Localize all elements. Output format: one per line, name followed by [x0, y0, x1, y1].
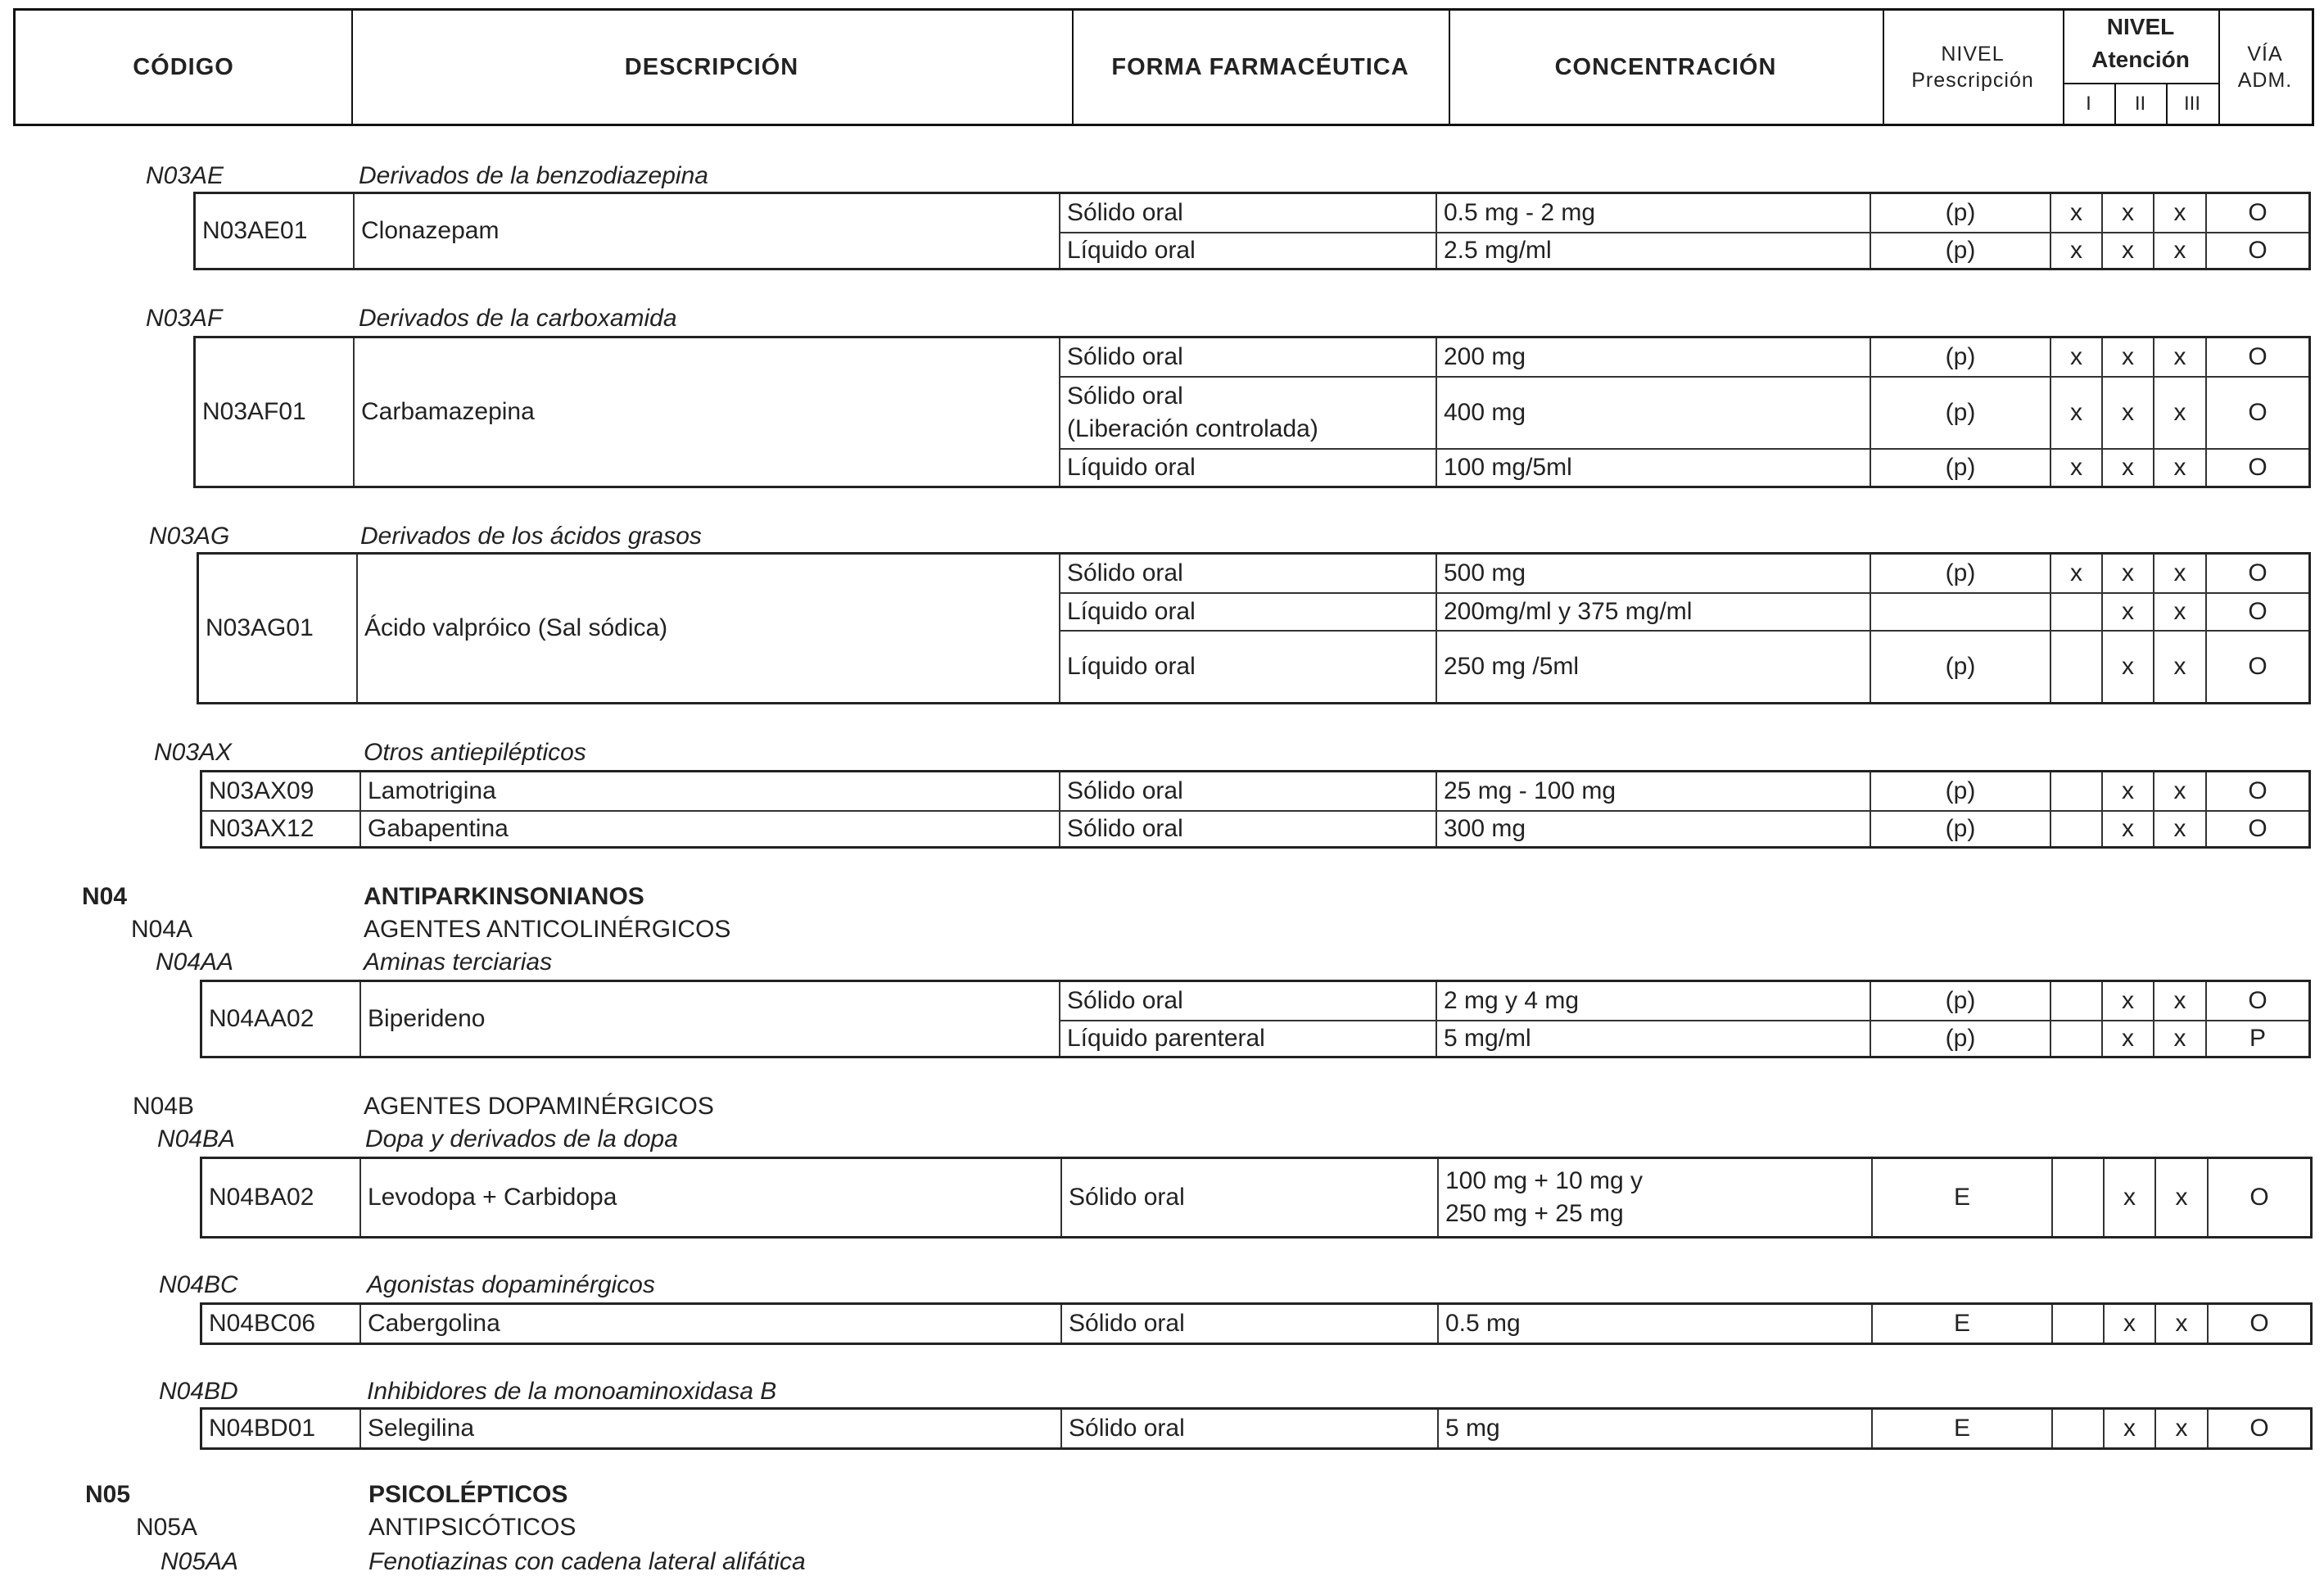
group-name: PSICOLÉPTICOS: [368, 1481, 568, 1508]
table-cell: [2051, 1410, 2103, 1447]
table-cell: x: [2103, 1305, 2154, 1343]
table-n03ag: [197, 552, 2311, 704]
table-cell: N04BA02: [209, 1184, 314, 1211]
table-n04ba: [200, 1157, 2313, 1239]
table-cell: x: [2050, 555, 2101, 592]
table-cell: P: [2205, 1020, 2308, 1056]
group-code: N04BA: [157, 1125, 236, 1152]
table-n04bc: [200, 1302, 2313, 1345]
table-cell: [2050, 810, 2101, 846]
table-cell: x: [2101, 592, 2153, 630]
table-cell: x: [2101, 810, 2153, 846]
table-cell: 400 mg: [1436, 376, 1870, 448]
table-cell: Selegilina: [359, 1410, 1060, 1447]
table-cell: Sólido oral: [1059, 772, 1436, 810]
table-cell: (p): [1870, 376, 2050, 448]
table-cell: O: [2205, 630, 2308, 702]
group-name: Aminas terciarias: [364, 949, 553, 976]
table-cell: O: [2205, 338, 2308, 376]
table-cell: x: [2101, 338, 2153, 376]
table-cell: Sólido oral: [1059, 982, 1436, 1020]
table-cell: x: [2153, 376, 2205, 448]
group-code: N05: [85, 1481, 131, 1508]
table-cell: Líquido parenteral: [1059, 1020, 1436, 1056]
group-code: N04BD: [159, 1378, 238, 1405]
table-cell: x: [2153, 232, 2205, 268]
table-cell: x: [2154, 1305, 2207, 1343]
table-cell: x: [2050, 376, 2101, 448]
table-cell: O: [2205, 194, 2308, 232]
table-cell: x: [2101, 630, 2153, 702]
table-cell: E: [1871, 1410, 2051, 1447]
group-code: N04: [82, 883, 128, 910]
table-cell: [1870, 592, 2050, 630]
header-descripcion: DESCRIPCIÓN: [624, 53, 799, 80]
group-name: Fenotiazinas con cadena lateral alifática: [368, 1548, 806, 1575]
table-cell: x: [2103, 1159, 2154, 1236]
table-cell: Lamotrigina: [359, 772, 1059, 810]
group-code: N04B: [133, 1093, 195, 1120]
table-cell: x: [2101, 1020, 2153, 1056]
group-name: AGENTES DOPAMINÉRGICOS: [364, 1093, 714, 1120]
table-cell: 300 mg: [1436, 810, 1870, 846]
group-code: N03AG: [149, 523, 230, 550]
header-concentracion: CONCENTRACIÓN: [1554, 53, 1777, 80]
table-cell: (p): [1870, 982, 2050, 1020]
table-cell: O: [2205, 376, 2308, 448]
table-cell: 25 mg - 100 mg: [1436, 772, 1870, 810]
table-cell: (p): [1870, 555, 2050, 592]
table-cell: [2050, 1020, 2101, 1056]
group-code: N04BC: [159, 1271, 238, 1298]
table-cell: x: [2101, 376, 2153, 448]
table-cell: Sólido oral: [1059, 194, 1436, 232]
table-cell: 2.5 mg/ml: [1436, 232, 1870, 268]
table-cell: Sólido oral: [1060, 1159, 1437, 1236]
group-name: AGENTES ANTICOLINÉRGICOS: [364, 916, 731, 943]
table-cell: (p): [1870, 448, 2050, 486]
table-cell: N03AX09: [209, 777, 314, 804]
table-cell: 5 mg/ml: [1436, 1020, 1870, 1056]
item-desc: Carbamazepina: [353, 338, 1059, 486]
table-cell: x: [2153, 630, 2205, 702]
header-label: III: [2183, 93, 2200, 115]
table-cell: (p): [1870, 810, 2050, 846]
table-cell: x: [2153, 592, 2205, 630]
table-cell: x: [2101, 448, 2153, 486]
table-cell: Sólido oral: [1059, 555, 1436, 592]
table-cell: [2050, 592, 2101, 630]
item-code: N03AG01: [206, 614, 314, 641]
table-cell: x: [2153, 982, 2205, 1020]
table-cell: 0.5 mg: [1437, 1305, 1871, 1343]
group-name: Derivados de los ácidos grasos: [360, 523, 702, 550]
table-cell: x: [2050, 232, 2101, 268]
table-cell: [2050, 982, 2101, 1020]
table-cell: O: [2207, 1159, 2310, 1236]
table-cell: [2051, 1305, 2103, 1343]
table-cell: (p): [1870, 630, 2050, 702]
header-via: [2218, 11, 2312, 124]
table-cell: x: [2103, 1410, 2154, 1447]
table-n04aa: [200, 980, 2311, 1058]
header-nivel-atencion: [2063, 11, 2218, 124]
table-cell: x: [2050, 338, 2101, 376]
header-codigo: CÓDIGO: [133, 53, 234, 80]
table-cell: x: [2101, 194, 2153, 232]
header-label: Atención: [2091, 47, 2190, 72]
table-cell: [2051, 1159, 2103, 1236]
group-name: Otros antiepilépticos: [364, 739, 586, 766]
table-cell: 2 mg y 4 mg: [1436, 982, 1870, 1020]
table-cell: [2050, 630, 2101, 702]
group-name: Agonistas dopaminérgicos: [367, 1271, 655, 1298]
table-cell: (p): [1870, 338, 2050, 376]
table-cell: x: [2153, 194, 2205, 232]
item-desc: Clonazepam: [353, 194, 1059, 268]
table-cell: O: [2207, 1410, 2310, 1447]
header-label: II: [2134, 93, 2146, 115]
group-name: Derivados de la benzodiazepina: [359, 162, 708, 189]
table-cell: Sólido oral (Liberación controlada): [1059, 376, 1436, 448]
table-cell: Líquido oral: [1059, 448, 1436, 486]
table-cell: (p): [1870, 232, 2050, 268]
group-code: N03AX: [154, 739, 233, 766]
table-cell: Sólido oral: [1059, 338, 1436, 376]
item-desc: Ácido valpróico (Sal sódica): [356, 555, 1059, 702]
group-name: ANTIPARKINSONIANOS: [364, 883, 644, 910]
group-code: N04A: [131, 916, 193, 943]
table-cell: x: [2101, 772, 2153, 810]
table-cell: Cabergolina: [359, 1305, 1060, 1343]
table-cell: x: [2101, 555, 2153, 592]
table-cell: O: [2205, 772, 2308, 810]
group-code: N05A: [136, 1514, 198, 1541]
table-cell: 200 mg: [1436, 338, 1870, 376]
group-code: N03AE: [146, 162, 224, 189]
table-cell: Sólido oral: [1060, 1410, 1437, 1447]
table-header: [13, 8, 2314, 126]
table-cell: 250 mg /5ml: [1436, 630, 1870, 702]
table-cell: x: [2153, 772, 2205, 810]
table-cell: E: [1871, 1159, 2051, 1236]
table-cell: Sólido oral: [1060, 1305, 1437, 1343]
table-cell: Líquido oral: [1059, 232, 1436, 268]
item-code: N03AF01: [202, 398, 306, 425]
table-cell: x: [2153, 555, 2205, 592]
table-cell: 100 mg + 10 mg y 250 mg + 25 mg: [1437, 1159, 1871, 1236]
group-name: Derivados de la carboxamida: [359, 305, 677, 332]
table-cell: N03AX12: [202, 810, 359, 846]
table-cell: x: [2153, 448, 2205, 486]
table-cell: x: [2050, 448, 2101, 486]
table-n04bd: [200, 1407, 2313, 1450]
table-cell: N04BC06: [209, 1310, 316, 1337]
table-n03ax: [200, 770, 2311, 849]
header-label: Prescripción: [1911, 69, 2034, 92]
group-code: N03AF: [146, 305, 223, 332]
table-cell: x: [2154, 1410, 2207, 1447]
table-cell: (p): [1870, 1020, 2050, 1056]
table-cell: 500 mg: [1436, 555, 1870, 592]
header-label: NIVEL: [1941, 42, 2005, 66]
table-cell: O: [2205, 592, 2308, 630]
table-cell: O: [2205, 982, 2308, 1020]
group-code: N05AA: [161, 1548, 239, 1575]
group-name: Dopa y derivados de la dopa: [365, 1125, 678, 1152]
table-cell: Biperideno: [359, 982, 1059, 1056]
group-name: ANTIPSICÓTICOS: [368, 1514, 576, 1541]
table-cell: x: [2153, 1020, 2205, 1056]
item-code: N03AE01: [202, 217, 308, 244]
group-code: N04AA: [156, 949, 234, 976]
table-cell: E: [1871, 1305, 2051, 1343]
header-label: NIVEL: [2106, 14, 2175, 39]
table-cell: [2050, 772, 2101, 810]
header-nivel-prescripcion: [1883, 11, 2063, 124]
table-cell: O: [2205, 555, 2308, 592]
table-cell: Sólido oral: [1059, 810, 1436, 846]
table-cell: 100 mg/5ml: [1436, 448, 1870, 486]
table-cell: Líquido oral: [1059, 630, 1436, 702]
table-cell: x: [2153, 810, 2205, 846]
table-cell: x: [2050, 194, 2101, 232]
table-cell: O: [2205, 448, 2308, 486]
table-cell: N04AA02: [209, 1005, 314, 1032]
table-cell: x: [2154, 1159, 2207, 1236]
header-label: I: [2086, 93, 2091, 115]
table-cell: x: [2101, 982, 2153, 1020]
table-cell: Levodopa + Carbidopa: [359, 1159, 1060, 1236]
table-cell: x: [2101, 232, 2153, 268]
table-cell: 0.5 mg - 2 mg: [1436, 194, 1870, 232]
header-forma: FORMA FARMACÉUTICA: [1111, 53, 1409, 80]
table-cell: O: [2207, 1305, 2310, 1343]
table-cell: O: [2205, 232, 2308, 268]
table-cell: 200mg/ml y 375 mg/ml: [1436, 592, 1870, 630]
table-cell: 5 mg: [1437, 1410, 1871, 1447]
table-n03ae: [193, 192, 2311, 270]
table-cell: (p): [1870, 772, 2050, 810]
table-cell: N04BD01: [209, 1415, 316, 1442]
header-label: ADM.: [2237, 69, 2293, 92]
table-cell: O: [2205, 810, 2308, 846]
header-label: VÍA: [2247, 42, 2283, 66]
table-cell: Gabapentina: [359, 810, 1059, 846]
table-cell: Líquido oral: [1059, 592, 1436, 630]
table-cell: x: [2153, 338, 2205, 376]
table-cell: (p): [1870, 194, 2050, 232]
table-n03af: [193, 336, 2311, 488]
group-name: Inhibidores de la monoaminoxidasa B: [367, 1378, 777, 1405]
